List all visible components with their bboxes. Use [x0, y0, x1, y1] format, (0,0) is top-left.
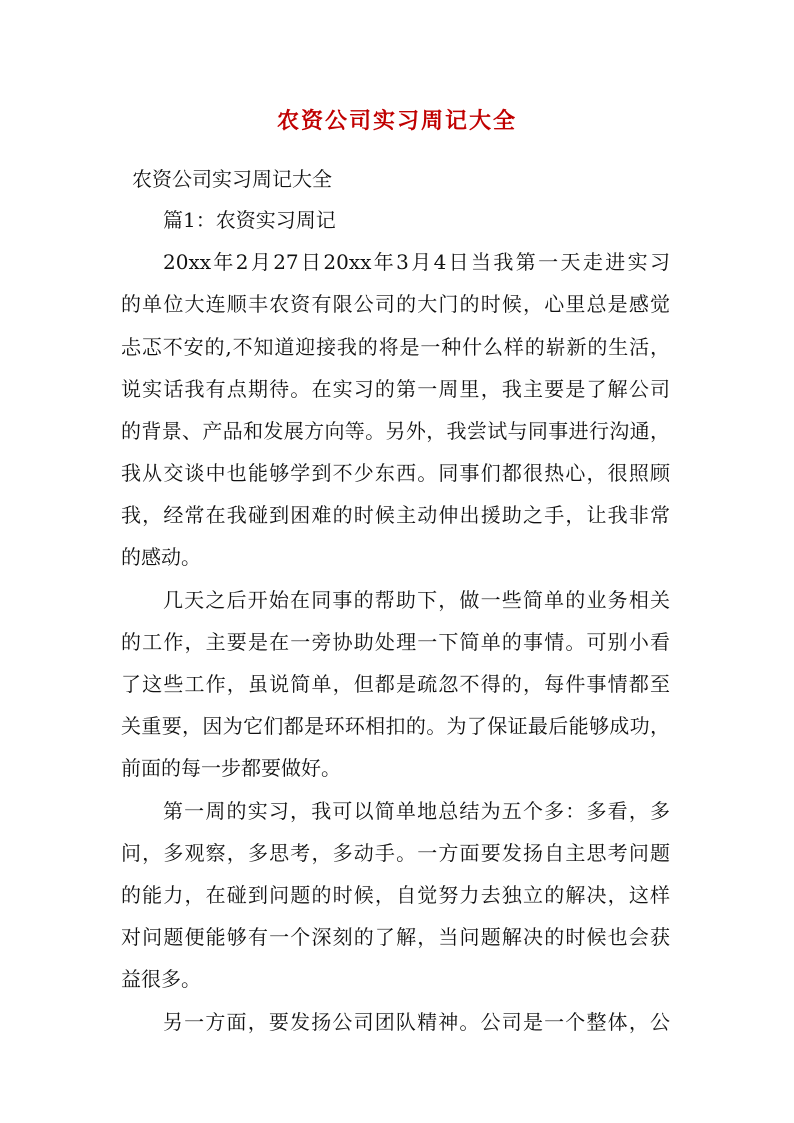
paragraph-line: 的单位大连顺丰农资有限公司的大门的时候，心里总是感觉	[121, 292, 670, 316]
paragraph-line: 我，经常在我碰到困难的时候主动伸出援助之手，让我非常	[121, 503, 670, 527]
paragraph-line: 的背景、产品和发展方向等。另外，我尝试与同事进行沟通，	[121, 419, 670, 443]
document-title: 农资公司实习周记大全	[276, 108, 517, 134]
paragraph-line: 的感动。	[121, 545, 201, 569]
paragraph-line: 前面的每一步都要做好。	[121, 756, 341, 780]
paragraph-line: 另一方面，要发扬公司团队精神。公司是一个整体，公	[163, 1010, 670, 1034]
paragraph-line: 20xx年2月27日20xx年3月4日当我第一天走进实习	[163, 250, 670, 274]
paragraph-line: 问，多观察，多思考，多动手。一方面要发扬自主思考问题	[121, 841, 670, 865]
paragraph-line: 我从交谈中也能够学到不少东西。同事们都很热心，很照顾	[121, 461, 670, 485]
document-subtitle: 农资公司实习周记大全	[132, 167, 332, 191]
paragraph-line: 了这些工作，虽说简单，但都是疏忽不得的，每件事情都至	[121, 672, 670, 696]
paragraph-line: 说实话我有点期待。在实习的第一周里，我主要是了解公司	[121, 377, 670, 401]
paragraph-line: 对问题便能够有一个深刻的了解，当问题解决的时候也会获	[121, 925, 670, 949]
paragraph-line: 益很多。	[121, 967, 201, 991]
section-heading: 篇1：农资实习周记	[163, 208, 336, 232]
paragraph-line: 的能力，在碰到问题的时候，自觉努力去独立的解决，这样	[121, 883, 670, 907]
paragraph-line: 忐忑不安的,不知道迎接我的将是一种什么样的崭新的生活，	[121, 335, 670, 359]
paragraph-line: 的工作，主要是在一旁协助处理一下简单的事情。可别小看	[121, 630, 670, 654]
paragraph-line: 几天之后开始在同事的帮助下，做一些简单的业务相关	[163, 588, 670, 612]
paragraph-line: 第一周的实习，我可以简单地总结为五个多：多看，多	[163, 799, 670, 823]
paragraph-line: 关重要，因为它们都是环环相扣的。为了保证最后能够成功，	[121, 714, 670, 738]
